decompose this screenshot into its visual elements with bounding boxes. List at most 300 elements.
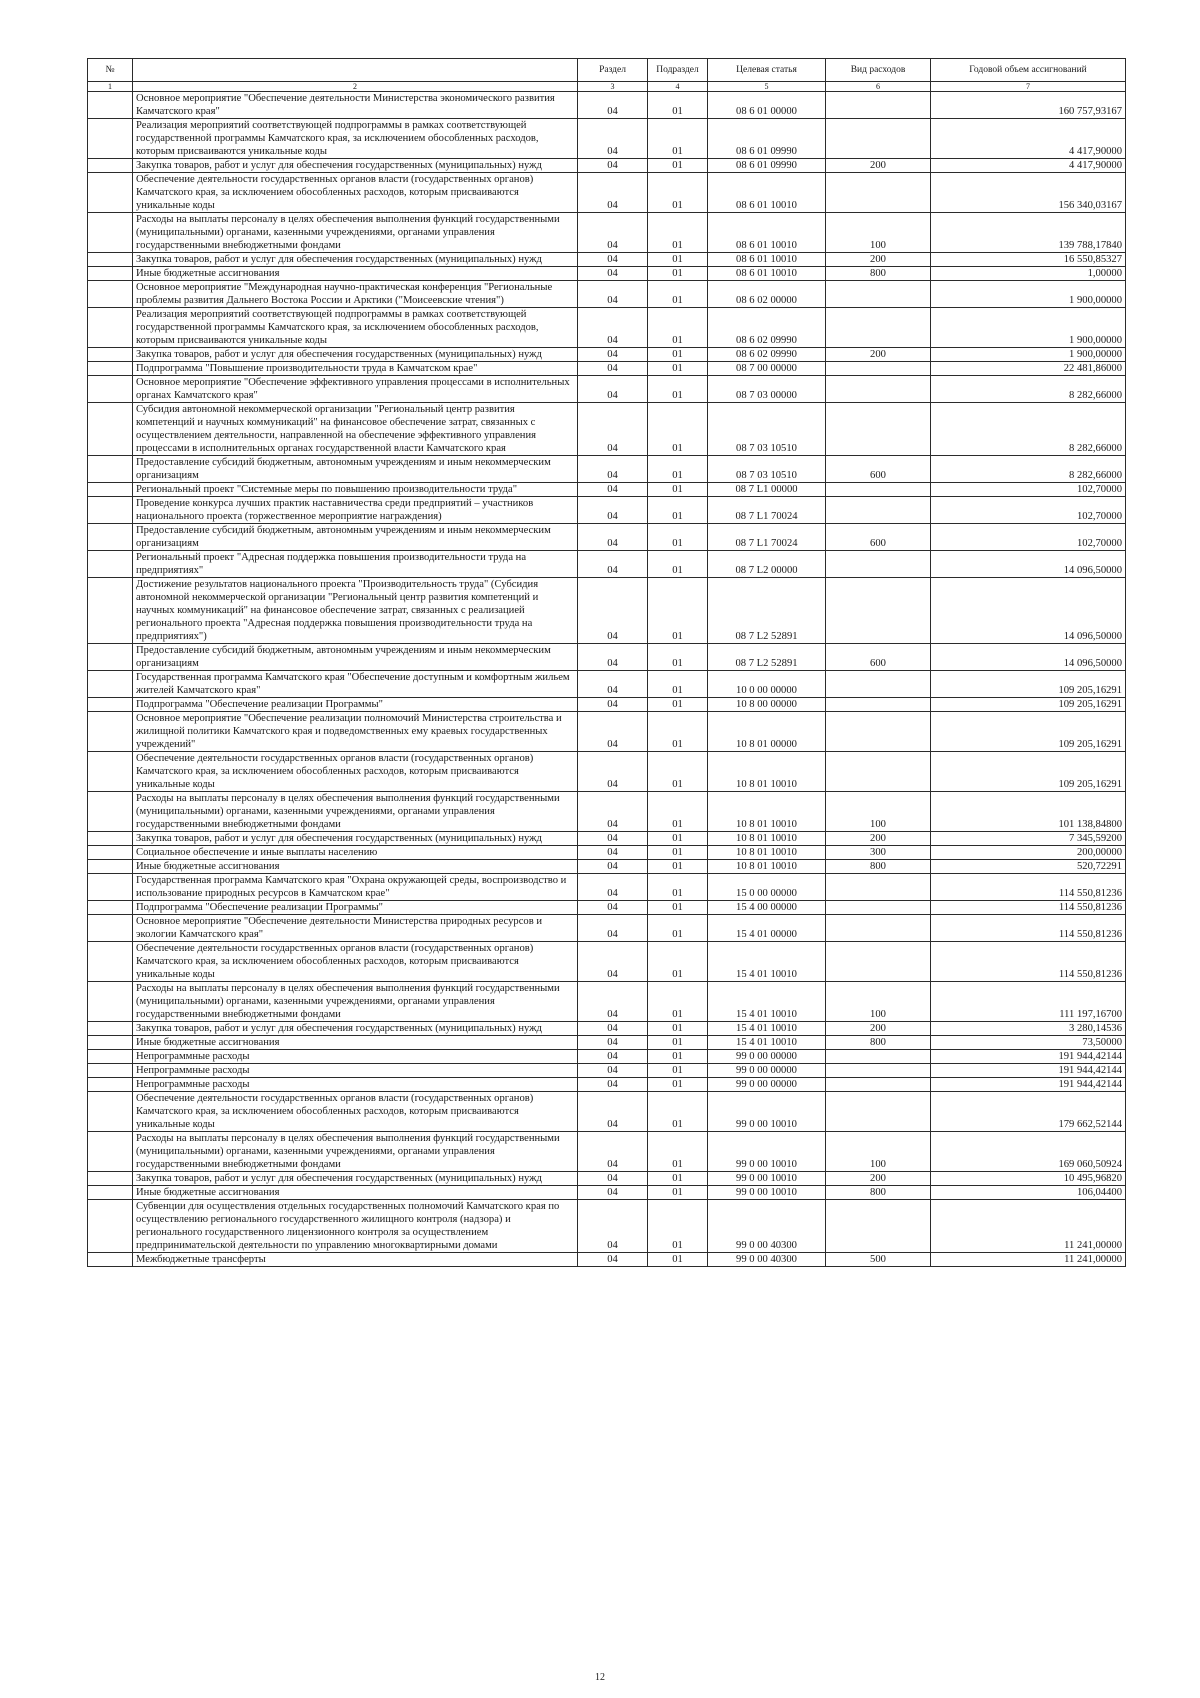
cell-volume: 101 138,84800 [931,792,1126,832]
cell-volume: 11 241,00000 [931,1200,1126,1253]
cell-no [88,860,133,874]
cell-volume: 109 205,16291 [931,671,1126,698]
cell-volume: 114 550,81236 [931,874,1126,901]
table-row [88,578,1126,644]
cell-target: 10 8 00 00000 [708,698,826,712]
cell-volume: 4 417,90000 [931,119,1126,159]
cell-volume: 11 241,00000 [931,1253,1126,1267]
cell-volume: 14 096,50000 [931,644,1126,671]
cell-expense-type: 600 [826,644,931,671]
cell-no [88,92,133,119]
cell-no [88,1132,133,1172]
cell-name: Предоставление субсидий бюджетным, автономным учреждениям и иным некоммерческим организациям [133,644,578,671]
table-row [88,752,1126,792]
table-row [88,267,1126,281]
cell-no [88,159,133,173]
cell-no [88,1036,133,1050]
cell-expense-type [826,915,931,942]
cell-target: 08 6 01 10010 [708,253,826,267]
cell-volume: 191 944,42144 [931,1050,1126,1064]
cell-no [88,1172,133,1186]
table-row [88,901,1126,915]
cell-podrazdel: 01 [648,1253,708,1267]
cell-volume: 102,70000 [931,483,1126,497]
cell-target: 08 7 L1 70024 [708,524,826,551]
column-number: 6 [826,82,931,92]
cell-name: Обеспечение деятельности государственных органов власти (государственных органов) Камчатского края, за исключением обособленных расходов, которым присваиваются уникальные коды [133,942,578,982]
cell-razdel: 04 [578,1132,648,1172]
cell-name: Реализация мероприятий соответствующей подпрограммы в рамках соответствующей государственной программы Камчатского края, за исключением обособленных расходов, которым присваиваются уникальные коды [133,308,578,348]
cell-name: Межбюджетные трансферты [133,1253,578,1267]
cell-target: 15 4 00 00000 [708,901,826,915]
cell-podrazdel: 01 [648,792,708,832]
table-row [88,362,1126,376]
table-row [88,1036,1126,1050]
cell-podrazdel: 01 [648,846,708,860]
cell-target: 10 8 01 10010 [708,832,826,846]
cell-podrazdel: 01 [648,173,708,213]
cell-razdel: 04 [578,671,648,698]
cell-razdel: 04 [578,348,648,362]
table-row [88,942,1126,982]
cell-name: Непрограммные расходы [133,1064,578,1078]
cell-target: 10 8 01 10010 [708,860,826,874]
cell-target: 08 7 L2 00000 [708,551,826,578]
cell-no [88,698,133,712]
cell-name: Обеспечение деятельности государственных органов власти (государственных органов) Камчатского края, за исключением обособленных расходов, которым присваиваются уникальные коды [133,752,578,792]
cell-no [88,846,133,860]
table-row [88,712,1126,752]
column-number: 7 [931,82,1126,92]
cell-name: Подпрограмма "Повышение производительности труда в Камчатском крае" [133,362,578,376]
table-row [88,403,1126,456]
cell-podrazdel: 01 [648,403,708,456]
cell-razdel: 04 [578,644,648,671]
cell-razdel: 04 [578,213,648,253]
cell-volume: 114 550,81236 [931,915,1126,942]
cell-razdel: 04 [578,1200,648,1253]
cell-target: 08 6 01 00000 [708,92,826,119]
table-row [88,376,1126,403]
table-row [88,308,1126,348]
cell-no [88,901,133,915]
cell-expense-type: 800 [826,267,931,281]
cell-podrazdel: 01 [648,551,708,578]
cell-podrazdel: 01 [648,213,708,253]
cell-no [88,644,133,671]
cell-volume: 14 096,50000 [931,578,1126,644]
table-row [88,1050,1126,1064]
table-row [88,860,1126,874]
cell-target: 15 0 00 00000 [708,874,826,901]
cell-volume: 520,72291 [931,860,1126,874]
cell-expense-type [826,698,931,712]
cell-volume: 3 280,14536 [931,1022,1126,1036]
cell-volume: 7 345,59200 [931,832,1126,846]
page-number: 12 [595,1672,605,1683]
cell-expense-type [826,671,931,698]
table-row [88,524,1126,551]
column-number: 5 [708,82,826,92]
cell-razdel: 04 [578,915,648,942]
cell-expense-type [826,942,931,982]
cell-name: Основное мероприятие "Обеспечение деятельности Министерства природных ресурсов и экологии Камчатского края" [133,915,578,942]
cell-name: Основное мероприятие "Обеспечение эффективного управления процессами в исполнительных органах Камчатского края" [133,376,578,403]
cell-no [88,456,133,483]
cell-razdel: 04 [578,982,648,1022]
cell-target: 15 4 01 10010 [708,942,826,982]
cell-expense-type [826,281,931,308]
cell-volume: 4 417,90000 [931,159,1126,173]
cell-razdel: 04 [578,551,648,578]
cell-expense-type [826,752,931,792]
cell-podrazdel: 01 [648,671,708,698]
cell-razdel: 04 [578,267,648,281]
table-row [88,982,1126,1022]
cell-no [88,403,133,456]
cell-razdel: 04 [578,1050,648,1064]
cell-razdel: 04 [578,712,648,752]
cell-volume: 111 197,16700 [931,982,1126,1022]
table-row [88,1064,1126,1078]
cell-no [88,942,133,982]
table-row [88,1022,1126,1036]
cell-podrazdel: 01 [648,1050,708,1064]
cell-podrazdel: 01 [648,752,708,792]
table-row [88,1172,1126,1186]
cell-no [88,1092,133,1132]
cell-razdel: 04 [578,1172,648,1186]
cell-expense-type [826,1200,931,1253]
cell-podrazdel: 01 [648,159,708,173]
cell-volume: 102,70000 [931,524,1126,551]
cell-podrazdel: 01 [648,982,708,1022]
cell-no [88,173,133,213]
cell-expense-type: 600 [826,524,931,551]
cell-no [88,1050,133,1064]
table-row [88,832,1126,846]
cell-volume: 114 550,81236 [931,901,1126,915]
cell-target: 08 7 03 00000 [708,376,826,403]
cell-name: Расходы на выплаты персоналу в целях обеспечения выполнения функций государственными (муниципальными) органами, казенными учреждениями, органами управления государственными внебюджетными фондами [133,213,578,253]
cell-razdel: 04 [578,860,648,874]
cell-name: Иные бюджетные ассигнования [133,860,578,874]
cell-target: 08 7 00 00000 [708,362,826,376]
cell-name: Региональный проект "Системные меры по повышению производительности труда" [133,483,578,497]
table-row [88,1078,1126,1092]
cell-expense-type [826,551,931,578]
cell-volume: 200,00000 [931,846,1126,860]
cell-name: Иные бюджетные ассигнования [133,1186,578,1200]
cell-target: 99 0 00 00000 [708,1078,826,1092]
table-row [88,456,1126,483]
cell-podrazdel: 01 [648,860,708,874]
cell-no [88,267,133,281]
cell-no [88,712,133,752]
table-row [88,1200,1126,1253]
cell-razdel: 04 [578,792,648,832]
cell-podrazdel: 01 [648,497,708,524]
cell-podrazdel: 01 [648,832,708,846]
cell-name: Достижение результатов национального проекта "Производительность труда" (Субсидия автономной некоммерческой организации "Региональный центр развития компетенций и научных коммуникаций" на финансовое обеспечение затрат, связанных с реализацией регионального проекта "Адресная поддержка повышения производительности труда на предприятиях") [133,578,578,644]
cell-no [88,1078,133,1092]
cell-volume: 114 550,81236 [931,942,1126,982]
table-row [88,846,1126,860]
cell-name: Проведение конкурса лучших практик наставничества среди предприятий – участников национального проекта (торжественное мероприятие награждения) [133,497,578,524]
cell-podrazdel: 01 [648,644,708,671]
cell-razdel: 04 [578,1253,648,1267]
cell-volume: 160 757,93167 [931,92,1126,119]
cell-target: 99 0 00 00000 [708,1050,826,1064]
cell-name: Предоставление субсидий бюджетным, автономным учреждениям и иным некоммерческим организациям [133,524,578,551]
cell-podrazdel: 01 [648,348,708,362]
cell-volume: 169 060,50924 [931,1132,1126,1172]
cell-razdel: 04 [578,752,648,792]
cell-expense-type [826,403,931,456]
table-row [88,671,1126,698]
cell-no [88,752,133,792]
cell-razdel: 04 [578,456,648,483]
cell-podrazdel: 01 [648,1186,708,1200]
cell-expense-type [826,1092,931,1132]
cell-razdel: 04 [578,173,648,213]
cell-name: Государственная программа Камчатского края "Охрана окружающей среды, воспроизводство и использование природных ресурсов в Камчатском крае" [133,874,578,901]
cell-target: 08 7 L1 70024 [708,497,826,524]
cell-volume: 8 282,66000 [931,376,1126,403]
cell-name: Закупка товаров, работ и услуг для обеспечения государственных (муниципальных) нужд [133,253,578,267]
cell-expense-type: 200 [826,253,931,267]
cell-no [88,915,133,942]
cell-expense-type [826,578,931,644]
cell-target: 15 4 01 10010 [708,982,826,1022]
cell-name: Иные бюджетные ассигнования [133,267,578,281]
cell-podrazdel: 01 [648,698,708,712]
cell-expense-type [826,901,931,915]
cell-razdel: 04 [578,942,648,982]
table-row [88,92,1126,119]
cell-expense-type [826,1078,931,1092]
cell-razdel: 04 [578,524,648,551]
cell-no [88,483,133,497]
cell-no [88,1022,133,1036]
cell-expense-type: 100 [826,213,931,253]
table-row [88,1186,1126,1200]
cell-target: 08 7 03 10510 [708,403,826,456]
column-number: 2 [133,82,578,92]
cell-no [88,376,133,403]
cell-target: 08 7 03 10510 [708,456,826,483]
cell-podrazdel: 01 [648,1092,708,1132]
cell-razdel: 04 [578,483,648,497]
cell-name: Непрограммные расходы [133,1050,578,1064]
cell-razdel: 04 [578,119,648,159]
cell-target: 10 8 01 10010 [708,792,826,832]
cell-volume: 1,00000 [931,267,1126,281]
table-row [88,213,1126,253]
cell-no [88,832,133,846]
cell-no [88,874,133,901]
cell-target: 10 8 01 10010 [708,846,826,860]
cell-razdel: 04 [578,1078,648,1092]
cell-podrazdel: 01 [648,1200,708,1253]
cell-expense-type [826,308,931,348]
cell-volume: 22 481,86000 [931,362,1126,376]
cell-name: Основное мероприятие "Обеспечение деятельности Министерства экономического развития Камчатского края" [133,92,578,119]
cell-no [88,253,133,267]
cell-name: Подпрограмма "Обеспечение реализации Программы" [133,901,578,915]
cell-name: Закупка товаров, работ и услуг для обеспечения государственных (муниципальных) нужд [133,159,578,173]
table-row [88,874,1126,901]
header-volume: Годовой объем ассигнований [931,59,1126,82]
cell-podrazdel: 01 [648,1078,708,1092]
cell-name: Субсидия автономной некоммерческой организации "Региональный центр развития компетенций и научных коммуникаций" на финансовое обеспечение затрат, связанных с осуществлением деятельности, направленной на обеспечение эффективного управления процессами в исполнительных органах государственной власти Камчатского края [133,403,578,456]
cell-podrazdel: 01 [648,1132,708,1172]
cell-podrazdel: 01 [648,1022,708,1036]
cell-volume: 179 662,52144 [931,1092,1126,1132]
header-row [88,59,1126,82]
column-number-row [88,82,1126,92]
cell-target: 99 0 00 00000 [708,1064,826,1078]
header-expense-type: Вид расходов [826,59,931,82]
header-razdel: Раздел [578,59,648,82]
cell-razdel: 04 [578,1186,648,1200]
cell-target: 15 4 01 10010 [708,1022,826,1036]
cell-target: 15 4 01 10010 [708,1036,826,1050]
cell-target: 08 6 02 00000 [708,281,826,308]
table-row [88,483,1126,497]
table-row [88,119,1126,159]
cell-podrazdel: 01 [648,1036,708,1050]
table-row [88,281,1126,308]
cell-name: Иные бюджетные ассигнования [133,1036,578,1050]
cell-name: Подпрограмма "Обеспечение реализации Программы" [133,698,578,712]
cell-no [88,1253,133,1267]
cell-razdel: 04 [578,281,648,308]
table-row [88,551,1126,578]
table-row [88,497,1126,524]
cell-name: Социальное обеспечение и иные выплаты населению [133,846,578,860]
cell-no [88,671,133,698]
table-row [88,348,1126,362]
cell-name: Закупка товаров, работ и услуг для обеспечения государственных (муниципальных) нужд [133,1022,578,1036]
cell-expense-type: 100 [826,982,931,1022]
cell-podrazdel: 01 [648,712,708,752]
cell-name: Непрограммные расходы [133,1078,578,1092]
table-row [88,698,1126,712]
cell-podrazdel: 01 [648,456,708,483]
cell-expense-type [826,874,931,901]
column-number: 3 [578,82,648,92]
header-name [133,59,578,82]
cell-podrazdel: 01 [648,362,708,376]
cell-volume: 73,50000 [931,1036,1126,1050]
cell-target: 08 6 01 10010 [708,173,826,213]
cell-podrazdel: 01 [648,874,708,901]
cell-podrazdel: 01 [648,483,708,497]
cell-expense-type: 500 [826,1253,931,1267]
cell-target: 10 0 00 00000 [708,671,826,698]
cell-no [88,524,133,551]
cell-name: Обеспечение деятельности государственных органов власти (государственных органов) Камчатского края, за исключением обособленных расходов, которым присваиваются уникальные коды [133,173,578,213]
cell-no [88,792,133,832]
cell-volume: 191 944,42144 [931,1078,1126,1092]
cell-no [88,281,133,308]
cell-razdel: 04 [578,698,648,712]
cell-volume: 10 495,96820 [931,1172,1126,1186]
table-row [88,173,1126,213]
cell-podrazdel: 01 [648,1172,708,1186]
cell-expense-type: 200 [826,832,931,846]
cell-no [88,497,133,524]
cell-name: Расходы на выплаты персоналу в целях обеспечения выполнения функций государственными (муниципальными) органами, казенными учреждениями, органами управления государственными внебюджетными фондами [133,1132,578,1172]
cell-razdel: 04 [578,901,648,915]
cell-name: Предоставление субсидий бюджетным, автономным учреждениям и иным некоммерческим организациям [133,456,578,483]
header-target: Целевая статья [708,59,826,82]
cell-podrazdel: 01 [648,253,708,267]
cell-no [88,1186,133,1200]
cell-name: Закупка товаров, работ и услуг для обеспечения государственных (муниципальных) нужд [133,1172,578,1186]
cell-no [88,578,133,644]
cell-volume: 102,70000 [931,497,1126,524]
table-body [88,92,1126,1267]
cell-expense-type [826,92,931,119]
cell-name: Региональный проект "Адресная поддержка повышения производительности труда на предприятиях" [133,551,578,578]
cell-razdel: 04 [578,578,648,644]
cell-no [88,213,133,253]
cell-name: Обеспечение деятельности государственных органов власти (государственных органов) Камчатского края, за исключением обособленных расходов, которым присваиваются уникальные коды [133,1092,578,1132]
cell-expense-type: 100 [826,1132,931,1172]
cell-podrazdel: 01 [648,376,708,403]
cell-razdel: 04 [578,308,648,348]
cell-expense-type: 100 [826,792,931,832]
cell-razdel: 04 [578,92,648,119]
cell-volume: 109 205,16291 [931,752,1126,792]
cell-target: 08 6 01 09990 [708,119,826,159]
cell-expense-type [826,483,931,497]
cell-expense-type [826,1050,931,1064]
cell-volume: 109 205,16291 [931,712,1126,752]
cell-target: 08 6 02 09990 [708,308,826,348]
cell-name: Реализация мероприятий соответствующей подпрограммы в рамках соответствующей государственной программы Камчатского края, за исключением обособленных расходов, которым присваиваются уникальные коды [133,119,578,159]
cell-volume: 8 282,66000 [931,456,1126,483]
cell-target: 08 7 L1 00000 [708,483,826,497]
cell-name: Субвенции для осуществления отдельных государственных полномочий Камчатского края по осуществлению регионального государственного жилищного контроля (надзора) и регионального государственного лицензионного контроля за осуществлением предпринимательской деятельности по управлению многоквартирными домами [133,1200,578,1253]
cell-target: 99 0 00 40300 [708,1200,826,1253]
table-row [88,915,1126,942]
cell-podrazdel: 01 [648,524,708,551]
cell-target: 15 4 01 00000 [708,915,826,942]
cell-no [88,551,133,578]
cell-podrazdel: 01 [648,119,708,159]
cell-expense-type: 200 [826,1172,931,1186]
header-podrazdel: Подраздел [648,59,708,82]
cell-razdel: 04 [578,362,648,376]
cell-no [88,982,133,1022]
cell-expense-type [826,119,931,159]
cell-no [88,308,133,348]
cell-target: 99 0 00 10010 [708,1172,826,1186]
budget-sheet [87,58,1125,1267]
cell-razdel: 04 [578,1064,648,1078]
budget-table [87,58,1126,1267]
cell-razdel: 04 [578,1036,648,1050]
cell-volume: 8 282,66000 [931,403,1126,456]
cell-no [88,1200,133,1253]
cell-expense-type: 800 [826,1036,931,1050]
cell-razdel: 04 [578,497,648,524]
table-row [88,1092,1126,1132]
cell-target: 08 6 02 09990 [708,348,826,362]
